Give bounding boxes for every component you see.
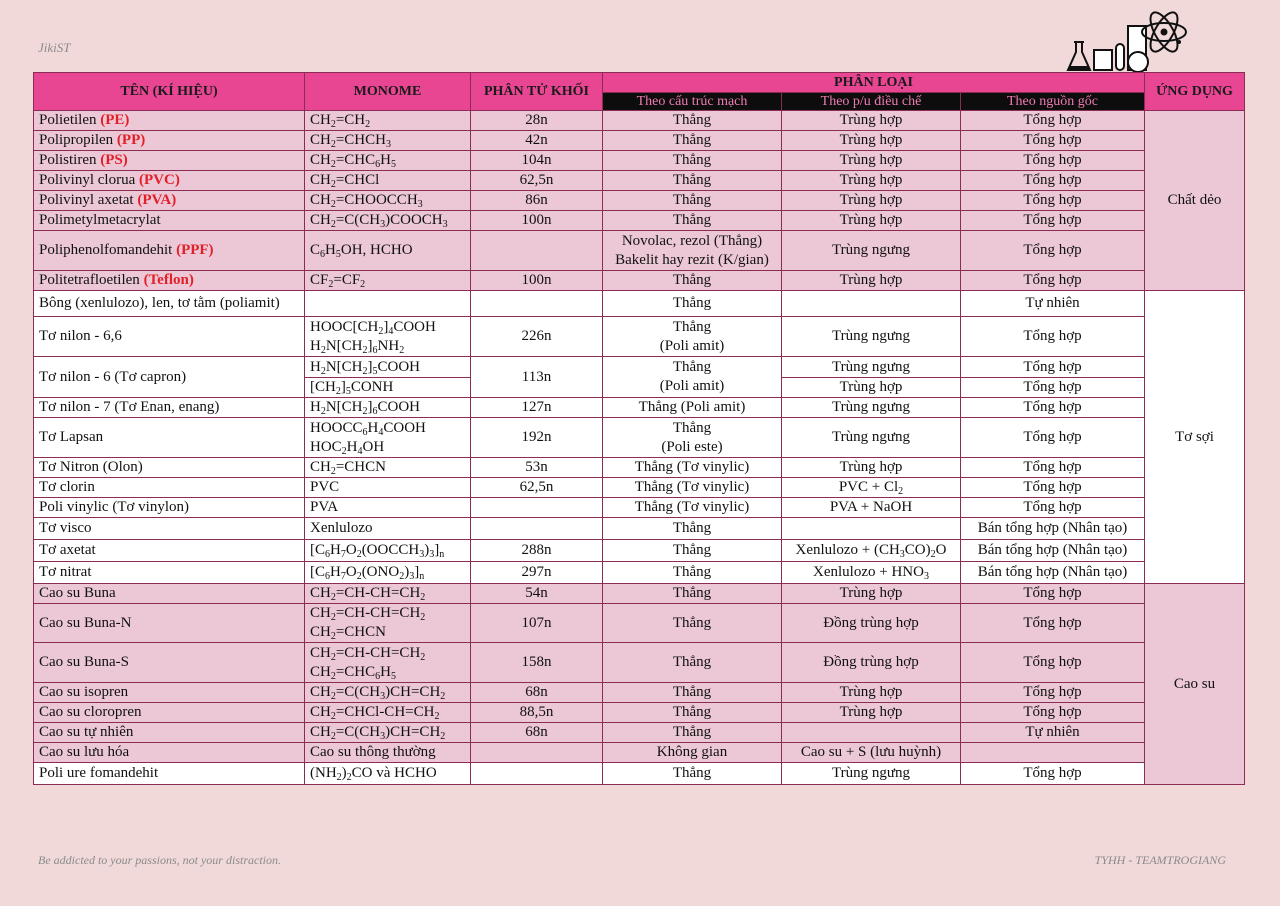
source-cell: Tổng hợp bbox=[961, 763, 1145, 785]
table-row bbox=[34, 498, 1245, 518]
source-cell: Tổng hợp bbox=[961, 191, 1145, 211]
table-row bbox=[34, 171, 1245, 191]
reaction-cell: Trùng ngưng bbox=[782, 398, 961, 418]
mass-cell: 107n bbox=[471, 604, 603, 643]
polymer-name: Tơ visco bbox=[34, 518, 305, 540]
polymer-name: Tơ nitrat bbox=[34, 562, 305, 584]
table-row bbox=[34, 291, 1245, 317]
source-cell: Bán tổng hợp (Nhân tạo) bbox=[961, 540, 1145, 562]
monomer-cell: $CH_2=CH-CH=CH_2$ $CH_2=CHC_6H_5$ bbox=[305, 643, 471, 683]
reaction-cell: Trùng ngưng bbox=[782, 763, 961, 785]
mass-cell: 100n bbox=[471, 271, 603, 291]
reaction-cell: Trùng hợp bbox=[782, 151, 961, 171]
header-mass: PHÂN TỬ KHỐI bbox=[471, 73, 603, 111]
mass-cell: 68n bbox=[471, 723, 603, 743]
reaction-cell bbox=[782, 723, 961, 743]
table-row bbox=[34, 418, 1245, 458]
monomer-cell: $CH_2=CH-CH=CH_2$ bbox=[305, 584, 471, 604]
reaction-cell: Trùng hợp bbox=[782, 171, 961, 191]
monomer-cell: Xenlulozo bbox=[305, 518, 471, 540]
polymer-name: Cao su Buna-S bbox=[34, 643, 305, 683]
mass-cell bbox=[471, 498, 603, 518]
mass-cell: 54n bbox=[471, 584, 603, 604]
reaction-cell: PVC + $Cl_2$ bbox=[782, 478, 961, 498]
table-row bbox=[34, 723, 1245, 743]
structure-cell: Thẳng bbox=[603, 518, 782, 540]
polymer-abbr: (PE) bbox=[100, 112, 130, 128]
reaction-cell: Trùng hợp bbox=[782, 271, 961, 291]
monomer-cell: $CH_2=CHCN$ bbox=[305, 458, 471, 478]
structure-cell: Thẳng (Poli amit) bbox=[603, 398, 782, 418]
reaction-cell: Trùng hợp bbox=[782, 191, 961, 211]
table-row bbox=[34, 703, 1245, 723]
polymer-name: Tơ nilon - 7 (Tơ Enan, enang) bbox=[34, 398, 305, 418]
monomer-cell: $C_6H_5OH$, HCHO bbox=[305, 231, 471, 271]
reaction-cell: Cao su + S (lưu huỳnh) bbox=[782, 743, 961, 763]
polymer-name: Cao su isopren bbox=[34, 683, 305, 703]
polymer-name: Cao su Buna-N bbox=[34, 604, 305, 643]
mass-cell: 104n bbox=[471, 151, 603, 171]
structure-cell: Thẳng (Poli este) bbox=[603, 418, 782, 458]
source-cell bbox=[961, 743, 1145, 763]
chemistry-lab-atom-icon bbox=[1064, 4, 1194, 76]
reaction-cell: Trùng hợp bbox=[782, 703, 961, 723]
reaction-cell: Trùng hợp bbox=[782, 131, 961, 151]
monomer-cell: PVA bbox=[305, 498, 471, 518]
polymer-name: Poli vinylic (Tơ vinylon) bbox=[34, 498, 305, 518]
monomer-cell: $(NH_2)_2CO$ và HCHO bbox=[305, 763, 471, 785]
header-reaction: Theo p/u điều chế bbox=[782, 93, 961, 111]
brand-label: JikiST bbox=[38, 40, 71, 55]
table-row bbox=[34, 643, 1245, 683]
mass-cell: 42n bbox=[471, 131, 603, 151]
source-cell: Tổng hợp bbox=[961, 317, 1145, 357]
header-classification: PHÂN LOẠI bbox=[603, 73, 1145, 93]
structure-cell: Thẳng bbox=[603, 271, 782, 291]
polymer-name: Tơ axetat bbox=[34, 540, 305, 562]
reaction-cell bbox=[782, 518, 961, 540]
source-cell: Tổng hợp bbox=[961, 131, 1145, 151]
structure-cell: Thẳng bbox=[603, 763, 782, 785]
mass-cell: 158n bbox=[471, 643, 603, 683]
polymer-table bbox=[33, 72, 1245, 785]
structure-cell: Thẳng bbox=[603, 604, 782, 643]
footer-team: TYHH - TEAMTROGIANG bbox=[1094, 853, 1226, 867]
source-cell: Tổng hợp bbox=[961, 604, 1145, 643]
table-row bbox=[34, 111, 1245, 131]
structure-cell: Thẳng bbox=[603, 291, 782, 317]
source-cell: Tổng hợp bbox=[961, 683, 1145, 703]
table-row bbox=[34, 231, 1245, 271]
polymer-abbr: (PVA) bbox=[137, 192, 177, 208]
polymer-name: Poliphenolfomandehit (PPF) bbox=[34, 231, 305, 271]
table-row bbox=[34, 518, 1245, 540]
table-row bbox=[34, 458, 1245, 478]
polymer-name: Tơ Lapsan bbox=[34, 418, 305, 458]
reaction-cell: Trùng ngưng bbox=[782, 317, 961, 357]
table-row bbox=[34, 743, 1245, 763]
structure-cell: Thẳng (Tơ vinylic) bbox=[603, 458, 782, 478]
polymer-abbr: (PVC) bbox=[139, 172, 180, 188]
reaction-cell: Trùng hợp bbox=[782, 584, 961, 604]
polymer-name: Tơ Nitron (Olon) bbox=[34, 458, 305, 478]
monomer-cell: $CH_2=CHOOCCH_3$ bbox=[305, 191, 471, 211]
monomer-cell: $CF_2=CF_2$ bbox=[305, 271, 471, 291]
structure-cell: Thẳng bbox=[603, 191, 782, 211]
polymer-name: Bông (xenlulozo), len, tơ tằm (poliamit) bbox=[34, 291, 305, 317]
polymer-name: Cao su lưu hóa bbox=[34, 743, 305, 763]
header-structure: Theo cấu trúc mạch bbox=[603, 93, 782, 111]
source-cell: Tổng hợp bbox=[961, 151, 1145, 171]
polymer-name: Polietilen (PE) bbox=[34, 111, 305, 131]
reaction-cell: Đồng trùng hợp bbox=[782, 643, 961, 683]
polymer-name: Politetrafloetilen (Teflon) bbox=[34, 271, 305, 291]
polymer-name: Tơ nilon - 6,6 bbox=[34, 317, 305, 357]
mass-cell: 297n bbox=[471, 562, 603, 584]
monomer-cell: $[C_6H_7O_2(ONO_2)_3]_n$ bbox=[305, 562, 471, 584]
source-cell: Tổng hợp bbox=[961, 478, 1145, 498]
mass-cell bbox=[471, 763, 603, 785]
polymer-name: Polimetylmetacrylat bbox=[34, 211, 305, 231]
source-cell: Tổng hợp bbox=[961, 171, 1145, 191]
mass-cell: 62,5n bbox=[471, 478, 603, 498]
polymer-name: Polistiren (PS) bbox=[34, 151, 305, 171]
mass-cell: 86n bbox=[471, 191, 603, 211]
source-cell: Tổng hợp bbox=[961, 211, 1145, 231]
monomer-cell: $CH_2=CHCl-CH=CH_2$ bbox=[305, 703, 471, 723]
polymer-name: Polivinyl clorua (PVC) bbox=[34, 171, 305, 191]
table-row bbox=[34, 683, 1245, 703]
reaction-cell: Trùng hợp bbox=[782, 111, 961, 131]
monomer-cell: $CH_2=CHCl$ bbox=[305, 171, 471, 191]
mass-cell: 28n bbox=[471, 111, 603, 131]
table-row bbox=[34, 562, 1245, 584]
structure-cell: Thẳng bbox=[603, 584, 782, 604]
mass-cell bbox=[471, 743, 603, 763]
polymer-name: Cao su Buna bbox=[34, 584, 305, 604]
table-row bbox=[34, 271, 1245, 291]
monomer-cell: $H_2N[CH_2]_6COOH$ bbox=[305, 398, 471, 418]
header-application: ỨNG DỤNG bbox=[1145, 73, 1245, 111]
source-cell: Tổng hợp bbox=[961, 231, 1145, 271]
source-cell: Tổng hợp bbox=[961, 498, 1145, 518]
monomer-cell: $CH_2=C(CH_3)COOCH_3$ bbox=[305, 211, 471, 231]
monomer-cell: $CH_2=C(CH_3)CH=CH_2$ bbox=[305, 683, 471, 703]
table-row bbox=[34, 357, 1245, 378]
source-cell: Tổng hợp bbox=[961, 418, 1145, 458]
reaction-cell: Xenlulozo + $HNO_3$ bbox=[782, 562, 961, 584]
structure-cell: Thẳng bbox=[603, 562, 782, 584]
table-row bbox=[34, 211, 1245, 231]
structure-cell: Thẳng bbox=[603, 171, 782, 191]
mass-cell: 113n bbox=[471, 357, 603, 398]
polymer-name: Poli ure fomandehit bbox=[34, 763, 305, 785]
table-row bbox=[34, 191, 1245, 211]
source-cell: Tổng hợp bbox=[961, 357, 1145, 378]
footer-quote: Be addicted to your passions, not your distraction. bbox=[38, 853, 281, 867]
mass-cell: 127n bbox=[471, 398, 603, 418]
structure-cell: Novolac, rezol (Thẳng) Bakelit hay rezit (K/gian) bbox=[603, 231, 782, 271]
source-cell: Tổng hợp bbox=[961, 271, 1145, 291]
polymer-abbr: (PPF) bbox=[176, 242, 214, 258]
polymer-name: Polivinyl axetat (PVA) bbox=[34, 191, 305, 211]
reaction-cell: Trùng ngưng bbox=[782, 357, 961, 378]
structure-cell: Thẳng bbox=[603, 111, 782, 131]
reaction-cell: Trùng ngưng bbox=[782, 418, 961, 458]
table-row bbox=[34, 317, 1245, 357]
monomer-cell: $H_2N[CH_2]_5COOH$ bbox=[305, 357, 471, 378]
structure-cell: Thẳng bbox=[603, 703, 782, 723]
reaction-cell: Đồng trùng hợp bbox=[782, 604, 961, 643]
monomer-cell: $[C_6H_7O_2(OOCCH_3)_3]_n$ bbox=[305, 540, 471, 562]
monomer-cell: $CH_2=CHCH_3$ bbox=[305, 131, 471, 151]
monomer-cell bbox=[305, 291, 471, 317]
source-cell: Tổng hợp bbox=[961, 398, 1145, 418]
structure-cell: Thẳng bbox=[603, 211, 782, 231]
structure-cell: Không gian bbox=[603, 743, 782, 763]
reaction-cell: Xenlulozo + $(CH_3CO)_2O$ bbox=[782, 540, 961, 562]
polymer-name: Polipropilen (PP) bbox=[34, 131, 305, 151]
source-cell: Bán tổng hợp (Nhân tạo) bbox=[961, 518, 1145, 540]
mass-cell: 100n bbox=[471, 211, 603, 231]
mass-cell: 62,5n bbox=[471, 171, 603, 191]
monomer-cell: Cao su thông thường bbox=[305, 743, 471, 763]
structure-cell: Thẳng (Poli amit) bbox=[603, 357, 782, 398]
source-cell: Tự nhiên bbox=[961, 723, 1145, 743]
table-row bbox=[34, 131, 1245, 151]
structure-cell: Thẳng (Tơ vinylic) bbox=[603, 478, 782, 498]
source-cell: Tổng hợp bbox=[961, 643, 1145, 683]
monomer-cell: PVC bbox=[305, 478, 471, 498]
polymer-name: Cao su tự nhiên bbox=[34, 723, 305, 743]
monomer-cell: $HOOC[CH_2]_4COOH$ $H_2N[CH_2]_6NH_2$ bbox=[305, 317, 471, 357]
monomer-cell: $CH_2=CH-CH=CH_2$ $CH_2=CHCN$ bbox=[305, 604, 471, 643]
header-monomer: MONOME bbox=[305, 73, 471, 111]
monomer-cell: $HOOCC_6H_4COOH$ $HOC_2H_4OH$ bbox=[305, 418, 471, 458]
header-source: Theo nguồn gốc bbox=[961, 93, 1145, 111]
structure-cell: Thẳng (Tơ vinylic) bbox=[603, 498, 782, 518]
mass-cell: 88,5n bbox=[471, 703, 603, 723]
structure-cell: Thẳng bbox=[603, 151, 782, 171]
monomer-cell: $CH_2=CH_2$ bbox=[305, 111, 471, 131]
source-cell: Tổng hợp bbox=[961, 111, 1145, 131]
reaction-cell: Trùng hợp bbox=[782, 211, 961, 231]
reaction-cell: Trùng hợp bbox=[782, 378, 961, 398]
source-cell: Tự nhiên bbox=[961, 291, 1145, 317]
polymer-name: Tơ nilon - 6 (Tơ capron) bbox=[34, 357, 305, 398]
mass-cell: 53n bbox=[471, 458, 603, 478]
table-row bbox=[34, 151, 1245, 171]
polymer-name: Cao su cloropren bbox=[34, 703, 305, 723]
structure-cell: Thẳng bbox=[603, 723, 782, 743]
mass-cell: 288n bbox=[471, 540, 603, 562]
table-row bbox=[34, 604, 1245, 643]
structure-cell: Thẳng bbox=[603, 643, 782, 683]
structure-cell: Thẳng bbox=[603, 683, 782, 703]
structure-cell: Thẳng bbox=[603, 131, 782, 151]
mass-cell bbox=[471, 291, 603, 317]
polymer-table-body bbox=[34, 111, 1245, 785]
table-row bbox=[34, 540, 1245, 562]
mass-cell: 226n bbox=[471, 317, 603, 357]
mass-cell bbox=[471, 231, 603, 271]
source-cell: Tổng hợp bbox=[961, 584, 1145, 604]
application-fiber: Tơ sợi bbox=[1145, 291, 1245, 584]
polymer-abbr: (Teflon) bbox=[143, 272, 194, 288]
table-row bbox=[34, 584, 1245, 604]
source-cell: Tổng hợp bbox=[961, 703, 1145, 723]
table-row bbox=[34, 763, 1245, 785]
reaction-cell: Trùng hợp bbox=[782, 683, 961, 703]
polymer-abbr: (PS) bbox=[100, 152, 128, 168]
reaction-cell: PVA + NaOH bbox=[782, 498, 961, 518]
table-row bbox=[34, 478, 1245, 498]
monomer-cell: $CH_2=CHC_6H_5$ bbox=[305, 151, 471, 171]
reaction-cell: Trùng ngưng bbox=[782, 231, 961, 271]
header-name: TÊN (KÍ HIỆU) bbox=[34, 73, 305, 111]
structure-cell: Thẳng bbox=[603, 540, 782, 562]
source-cell: Tổng hợp bbox=[961, 458, 1145, 478]
source-cell: Tổng hợp bbox=[961, 378, 1145, 398]
polymer-abbr: (PP) bbox=[116, 132, 146, 148]
monomer-cell: $[CH_2]_5CONH$ bbox=[305, 378, 471, 398]
mass-cell bbox=[471, 518, 603, 540]
reaction-cell: Trùng hợp bbox=[782, 458, 961, 478]
application-plastic: Chất dẻo bbox=[1145, 111, 1245, 291]
polymer-name: Tơ clorin bbox=[34, 478, 305, 498]
reaction-cell bbox=[782, 291, 961, 317]
mass-cell: 192n bbox=[471, 418, 603, 458]
table-row bbox=[34, 398, 1245, 418]
mass-cell: 68n bbox=[471, 683, 603, 703]
structure-cell: Thẳng (Poli amit) bbox=[603, 317, 782, 357]
application-rubber: Cao su bbox=[1145, 584, 1245, 785]
source-cell: Bán tổng hợp (Nhân tạo) bbox=[961, 562, 1145, 584]
monomer-cell: $CH_2=C(CH_3)CH=CH_2$ bbox=[305, 723, 471, 743]
